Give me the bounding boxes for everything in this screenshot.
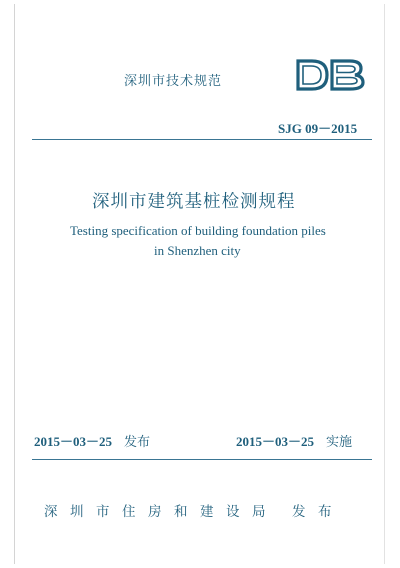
issuer-line: [44, 500, 344, 520]
top-rule: [32, 139, 372, 140]
implement-date: 2015－03－25: [236, 434, 315, 449]
series-label: 深圳市技术规范: [124, 74, 223, 89]
issue-date: 2015－03－25: [34, 434, 113, 449]
issue-word: 发布: [124, 435, 151, 450]
db-logo: [294, 58, 366, 92]
title-english: [70, 221, 370, 261]
page-edge-right: [384, 4, 385, 564]
implement-date-row: [236, 431, 352, 450]
bottom-rule: [32, 459, 372, 460]
standard-number: SJG 09－2015: [278, 121, 358, 136]
title-english-line2: in Shenzhen city: [154, 243, 241, 258]
issuer-name: 深圳市住房和建设局: [44, 504, 278, 520]
page-edge-left: [14, 4, 15, 564]
implement-word: 实施: [326, 435, 353, 450]
issuer-action: 发布: [292, 504, 344, 520]
issue-date-row: [34, 431, 150, 450]
title-english-line1: Testing specification of building foundation piles: [70, 223, 326, 238]
title-chinese: 深圳市建筑基桩检测规程: [92, 192, 296, 212]
